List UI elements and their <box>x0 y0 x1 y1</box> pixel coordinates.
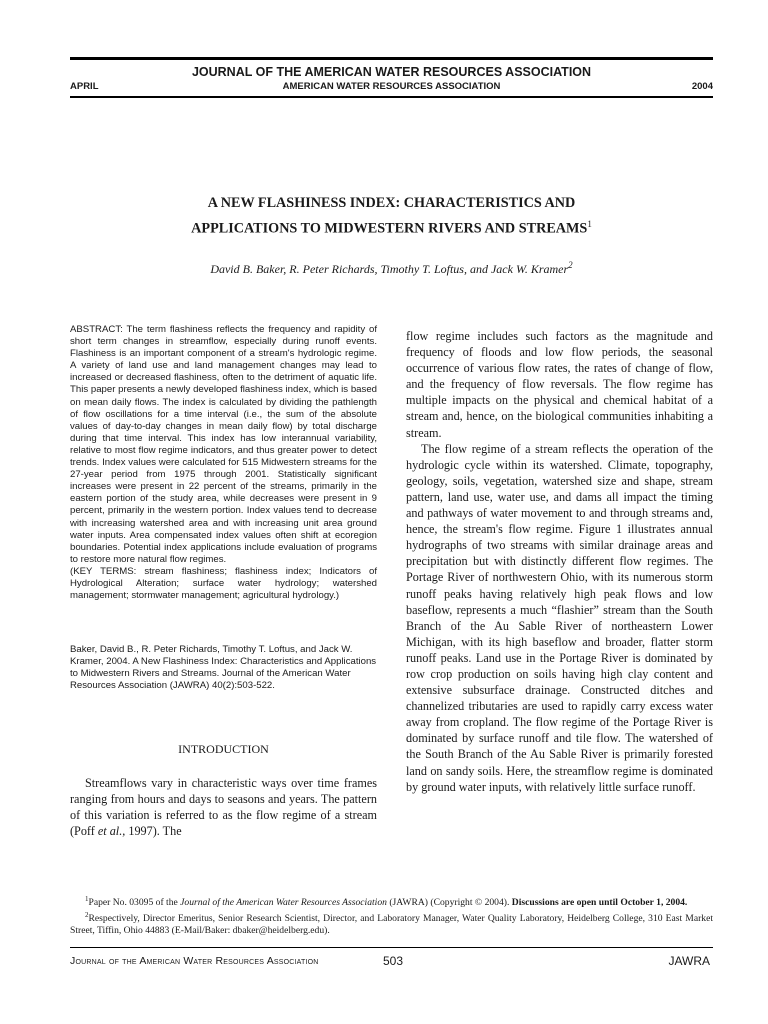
abstract-text: ABSTRACT: The term flashiness reflects the frequency and rapidity of short term changes in streamflow, especially during runoff events. Flashiness is an important component of a stream's hydrologic regime. A variety of land use and land management changes may lead to increased or decreased flashiness, often to the detriment of aquatic life. This paper presents a newly developed flashiness index, which is based on mean daily flows. The index is calculated by dividing the pathlength of flow oscillations for a time interval (i.e., the sum of the absolute values of day-to-day changes in mean daily flow) by total discharge during that time interval. This index has low interannual variability, relative to most flow regime indicators, and thus greater power to detect trends. Index values were calculated for 515 Midwestern streams for the 27-year period from 1975 through 2001. Statistically significant increases were present in 22 percent of the streams, primarily in the eastern portion of the study area, while decreases were present in 9 percent, primarily in the western portion. Index values tend to decrease with increasing watershed area and with increasing unit area ground water inputs. Area compensated index values often shift at ecoregion boundaries. Potential index applications include evaluation of programs to restore more natural flow regimes. <box>70 324 377 565</box>
issue-year: 2004 <box>691 81 713 92</box>
intro-text-part2: 1997). The <box>125 824 182 838</box>
footnote-2 <box>70 909 713 937</box>
header-top-rule <box>70 57 713 60</box>
et-al: et al., <box>97 824 126 838</box>
footnote-1-text-b: (JAWRA) (Copyright © 2004). <box>386 897 512 909</box>
header-bottom-rule <box>70 96 713 98</box>
page-number: 503 <box>383 954 404 968</box>
article-title <box>70 193 713 240</box>
footnote-1 <box>70 893 713 909</box>
intro-paragraph-continued: flow regime includes such factors as the magnitude and frequency of floods and low flow periods, the seasonal occurrence of various flow rates, the rates of change of flow, and the frequency of flow reversals. The flow regime has multiple impacts on the physical and chemical habitat of a stream and, hence, on the biological communities inhabiting a stream. <box>406 329 713 440</box>
section-heading-introduction: INTRODUCTION <box>178 742 269 756</box>
footnotes <box>70 893 713 937</box>
abstract <box>70 324 377 602</box>
publisher-name: AMERICAN WATER RESOURCES ASSOCIATION <box>282 81 501 92</box>
footer-rule <box>70 947 713 948</box>
footnote-2-text: Respectively, Director Emeritus, Senior Research Scientist, Director, and Laboratory Manager, Water Quality Laboratory, Heidelberg College, 310 East Market Street, Tiffin, Ohio 44883 (E-Mail/Baker: dbaker@heidelberg.edu). <box>70 913 713 937</box>
citation: Baker, David B., R. Peter Richards, Timothy T. Loftus, and Jack W. Kramer, 2004. A New Flashiness Index: Characteristics and Applications to Midwestern Rivers and Streams. Journal of the American Water Resources Association (JAWRA) 40(2):503-522. <box>70 644 377 692</box>
footnote-2-mark: 2 <box>85 911 89 920</box>
issue-month: APRIL <box>70 81 99 92</box>
intro-text-part1: Streamflows vary in characteristic ways over time frames ranging from hours and days to seasons and years. The pattern of this variation is referred to as the flow regime of a stream (Poff <box>70 776 377 838</box>
title-footnote-mark: 1 <box>587 219 592 229</box>
intro-paragraph-start <box>70 775 377 839</box>
authors-footnote-mark: 2 <box>568 260 573 270</box>
author-list <box>70 260 713 277</box>
footer-abbreviation: JAWRA <box>668 954 710 968</box>
footer-journal-name: Journal of the American Water Resources Association <box>70 955 319 967</box>
title-line-2: APPLICATIONS TO MIDWESTERN RIVERS AND STREAMS <box>191 220 588 237</box>
footnote-1-mark: 1 <box>85 895 89 903</box>
right-column <box>406 328 713 795</box>
intro-paragraph-2: The flow regime of a stream reflects the operation of the hydrologic cycle within its watershed. Climate, topography, geology, soils, vegetation, watershed size and shape, stream pattern, land use, water use, and dams all impact the timing and pathways of water movement to and through streams and, hence, the stream's flow regime. Figure 1 illustrates annual hydrographs of two streams with similar drainage areas and precipitation but with distinctly different flow regimes. The Portage River of northwestern Ohio, with its numerous storm runoff peaks having relatively high peak flows and low baseflow, represents a much “flashier” stream than the South Branch of the Au Sable River of northeastern Lower Michigan, with its high baseflow and broader, flatter storm runoff peaks. Land use in the Portage River is dominated by row crop production on soils having high clay content and extensive subsurface drainage. Constructed ditches and channelized tributaries are used to rapidly carry excess water away from cropland. The flow regime of the Portage River is dominated by surface runoff and tile flow. The watershed of the South Branch of the Au Sable River is primarily forested land on sandy soils. Here, the streamflow regime is dominated by ground water inputs, with relatively little surface runoff. <box>406 441 713 794</box>
footnote-1-text-a: Paper No. 03095 of the <box>88 897 181 909</box>
key-terms: (KEY TERMS: stream flashiness; flashiness index; Indicators of Hydrological Alteration; surface water hydrology; watershed management; stormwater management; agricultural hydrology.) <box>70 565 377 602</box>
authors-text: David B. Baker, R. Peter Richards, Timothy T. Loftus, and Jack W. Kramer <box>210 262 569 276</box>
title-line-1: A NEW FLASHINESS INDEX: CHARACTERISTICS AND <box>207 195 576 211</box>
footnote-1-journal: Journal of the American Water Resources Association <box>180 897 387 909</box>
footnote-1-discussion: Discussions are open until October 1, 2004. <box>511 897 688 909</box>
journal-name: JOURNAL OF THE AMERICAN WATER RESOURCES ASSOCIATION <box>191 65 592 79</box>
